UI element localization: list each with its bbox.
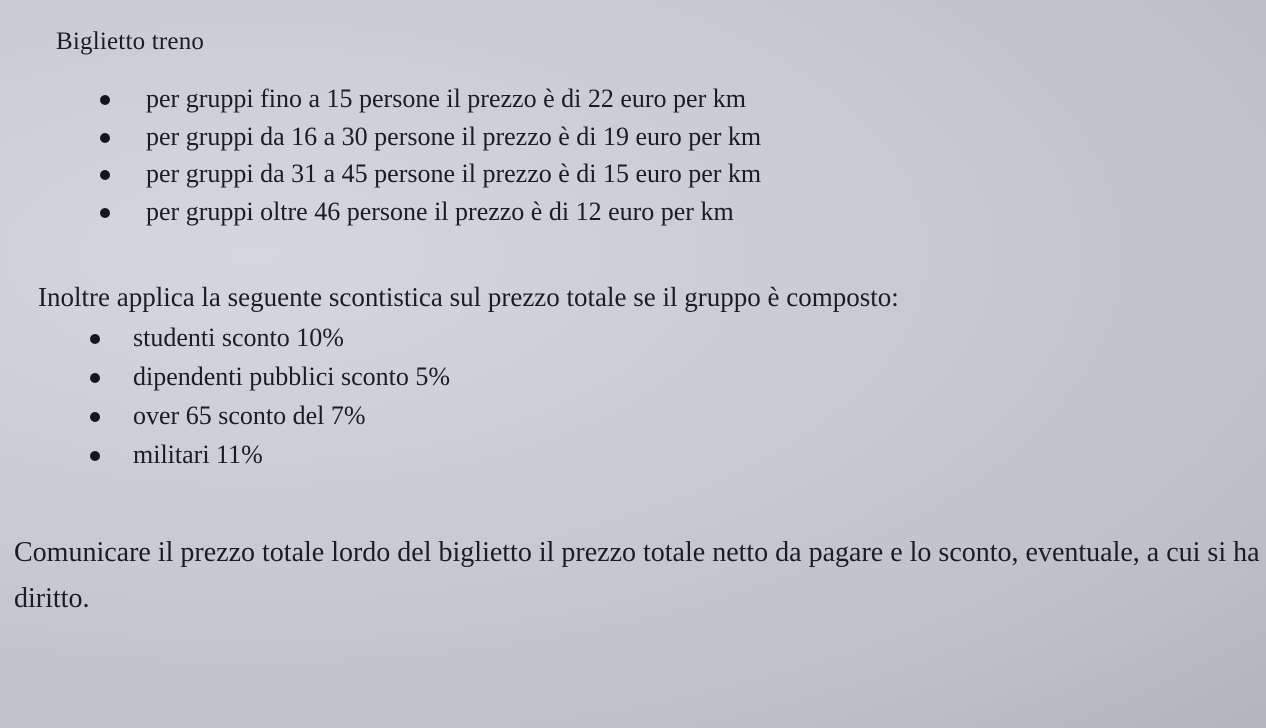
document-title: Biglietto treno: [56, 28, 205, 55]
discount-text: over 65 sconto del 7%: [133, 401, 366, 430]
bullet-icon: [100, 208, 110, 218]
price-rule-text: per gruppi da 31 a 45 persone il prezzo è di 15 euro per km: [146, 159, 762, 188]
discount-intro: Inoltre applica la seguente scontistica sul prezzo totale se il gruppo è composto:: [38, 282, 899, 312]
discount-text: dipendenti pubblici sconto 5%: [133, 362, 451, 391]
discount-text: studenti sconto 10%: [133, 323, 344, 352]
bullet-icon: [100, 95, 110, 105]
discount-text: militari 11%: [133, 440, 263, 469]
bullet-icon: [100, 133, 110, 143]
closing-paragraph: Comunicare il prezzo totale lordo del biglietto il prezzo totale netto da pagare e lo sconto, eventuale, a cui si ha diritto.: [14, 537, 1260, 614]
price-rule-text: per gruppi fino a 15 persone il prezzo è di 22 euro per km: [146, 84, 746, 113]
bullet-icon: [100, 170, 110, 180]
price-rule-text: per gruppi oltre 46 persone il prezzo è di 12 euro per km: [146, 196, 734, 226]
bullet-icon: [90, 451, 100, 461]
bullet-icon: [90, 412, 100, 422]
price-rule-text: per gruppi da 16 a 30 persone il prezzo è di 19 euro per km: [146, 121, 762, 151]
bullet-icon: [90, 334, 100, 344]
bullet-icon: [90, 373, 100, 383]
